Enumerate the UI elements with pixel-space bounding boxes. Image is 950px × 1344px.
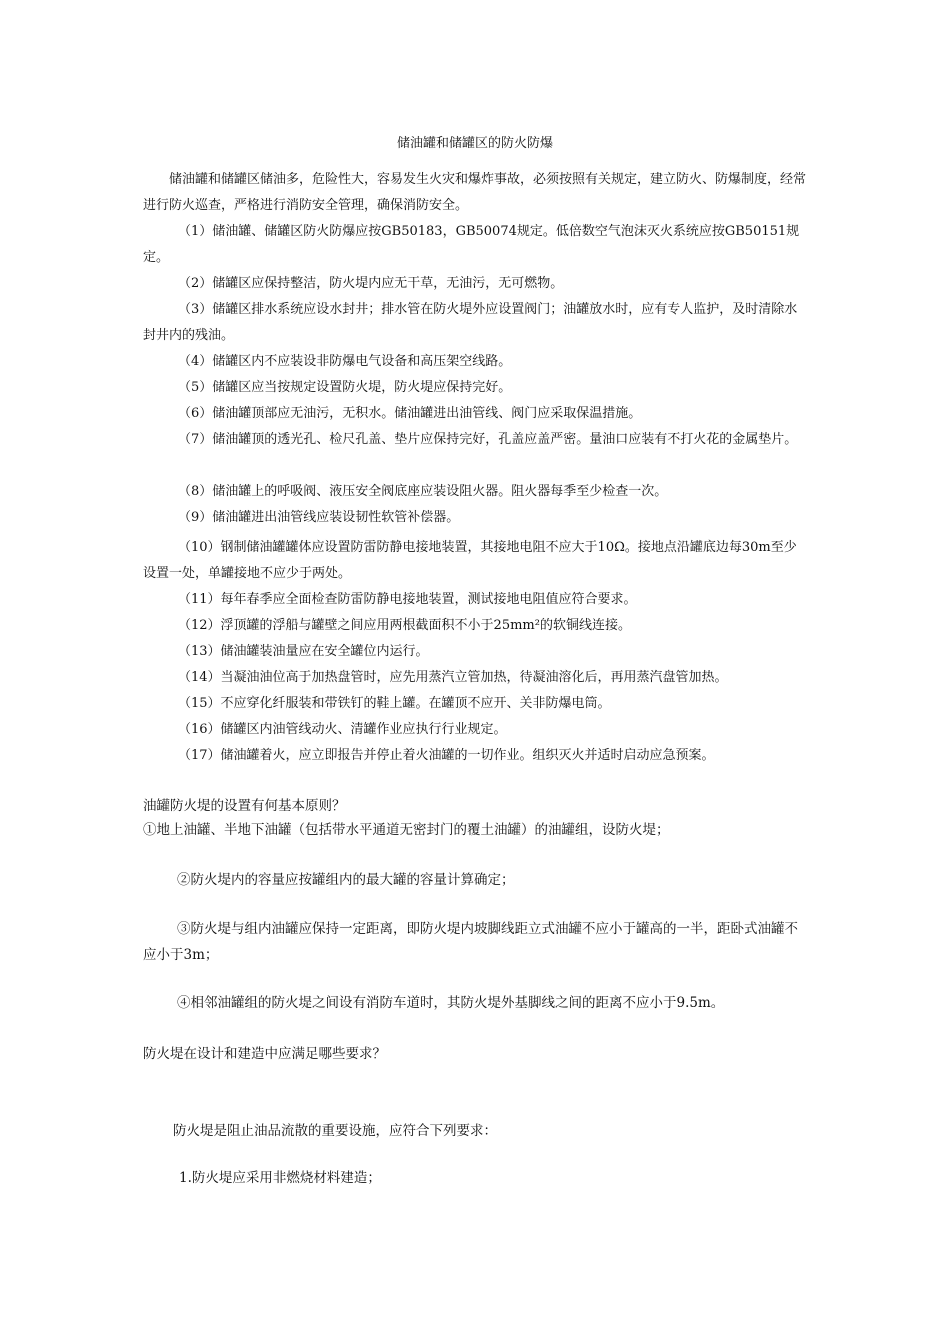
question-heading-1: 油罐防火堤的设置有何基本原则？: [143, 798, 346, 814]
rule-item-12: （12）浮顶罐的浮船与罐壁之间应用两根截面积不小于25mm²的软铜线连接。: [178, 618, 631, 633]
principle-4: ④相邻油罐组的防火堤之间设有消防车道时，其防火堤外基脚线之间的距离不应小于9.5m。: [177, 995, 725, 1011]
rule-item-16: （16）储罐区内油管线动火、清罐作业应执行行业规定。: [178, 722, 507, 737]
principle-2: ②防火堤内的容量应按罐组内的最大罐的容量计算确定；: [177, 872, 515, 888]
rule-item-7: （7）储油罐顶的透光孔、检尺孔盖、垫片应保持完好，孔盖应盖严密。量油口应装有不打火花的金属垫片。: [178, 432, 798, 447]
rule-item-13: （13）储油罐装油量应在安全罐位内运行。: [178, 644, 429, 659]
rule-item-1: （1）储油罐、储罐区防火防爆应按GB50183，GB50074规定。低倍数空气泡沫灭火系统应按GB50151规定。: [143, 224, 800, 265]
rule-item-2: （2）储罐区应保持整洁，防火堤内应无干草，无油污，无可燃物。: [178, 276, 564, 291]
question-heading-2: 防火堤在设计和建造中应满足哪些要求？: [143, 1046, 386, 1062]
intro-paragraph: 储油罐和储罐区储油多，危险性大，容易发生火灾和爆炸事故，必须按照有关规定，建立防火、防爆制度，经常进行防火巡查，严格进行消防安全管理，确保消防安全。: [143, 172, 807, 213]
principle-1: ①地上油罐、半地下油罐（包括带水平通道无密封门的覆土油罐）的油罐组，设防火堤；: [143, 822, 670, 838]
rule-item-6: （6）储油罐顶部应无油污，无积水。储油罐进出油管线、阀门应采取保温措施。: [178, 406, 642, 421]
rule-item-8: （8）储油罐上的呼吸阀、液压安全阀底座应装设阻火器。阻火器每季至少检查一次。: [178, 484, 668, 499]
requirement-intro: 防火堤是阻止油品流散的重要设施，应符合下列要求：: [173, 1123, 497, 1139]
rule-item-4: （4）储罐区内不应装设非防爆电气设备和高压架空线路。: [178, 354, 512, 369]
rule-item-11: （11）每年春季应全面检查防雷防静电接地装置，测试接地电阻值应符合要求。: [178, 592, 637, 607]
rule-item-5: （5）储罐区应当按规定设置防火堤，防火堤应保持完好。: [178, 380, 512, 395]
rule-item-15: （15）不应穿化纤服装和带铁钉的鞋上罐。在罐顶不应开、关非防爆电筒。: [178, 696, 611, 711]
rule-item-17: （17）储油罐着火，应立即报告并停止着火油罐的一切作业。组织灭火并适时启动应急预案。: [178, 748, 715, 763]
doc-title: 储油罐和储罐区的防火防爆: [396, 136, 553, 151]
requirement-1: 1.防火堤应采用非燃烧材料建造；: [179, 1170, 381, 1186]
rule-item-14: （14）当凝油油位高于加热盘管时，应先用蒸汽立管加热，待凝油溶化后，再用蒸汽盘管加热。: [178, 670, 728, 685]
rule-item-9: （9）储油罐进出油管线应装设韧性软管补偿器。: [178, 510, 460, 525]
principle-3: ③防火堤与组内油罐应保持一定距离，即防火堤内坡脚线距立式油罐不应小于罐高的一半，距卧式油罐不应小于3m；: [143, 921, 798, 963]
rule-item-10: （10）钢制储油罐罐体应设置防雷防静电接地装置，其接地电阻不应大于10Ω。接地点沿罐底边每30m至少设置一处，单罐接地不应少于两处。: [143, 540, 797, 581]
rule-item-3: （3）储罐区排水系统应设水封井；排水管在防火堤外应设置阀门；油罐放水时，应有专人监护，及时清除水封井内的残油。: [143, 302, 798, 343]
